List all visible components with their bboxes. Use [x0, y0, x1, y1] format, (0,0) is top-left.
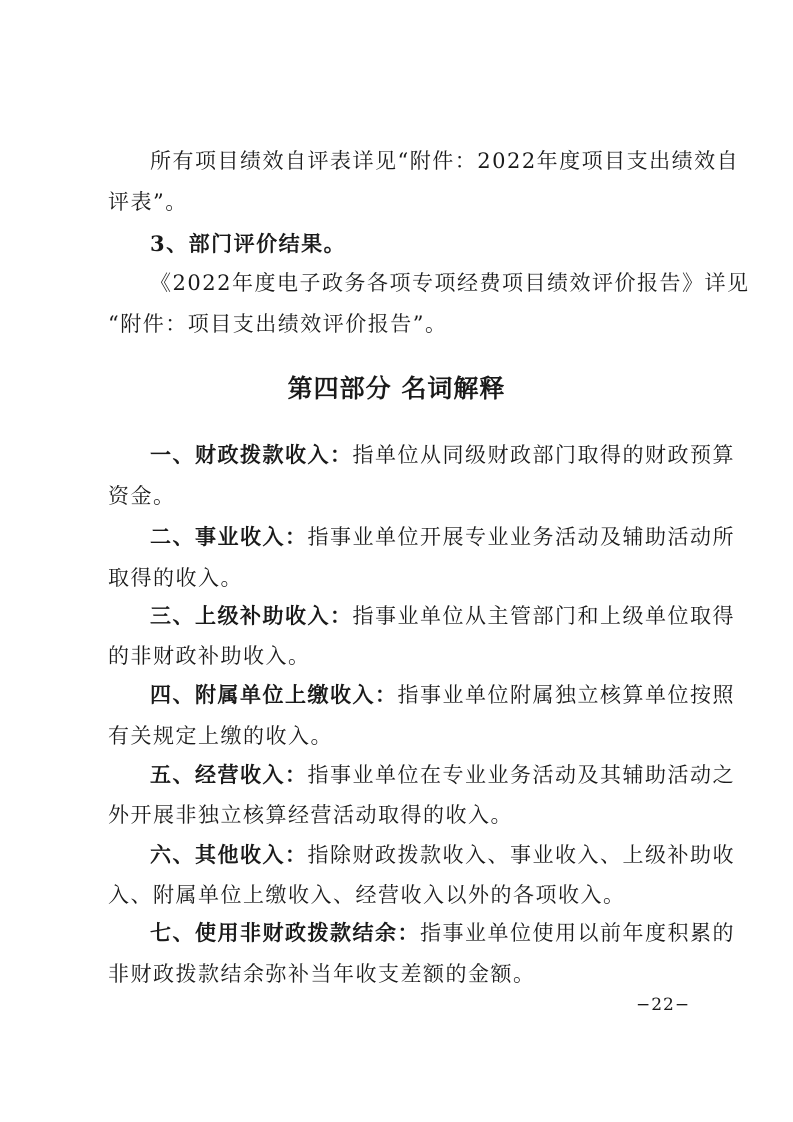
definition-term: 六、其他收入： — [150, 842, 308, 867]
definition-line — [150, 522, 735, 552]
definition-term: 二、事业收入： — [150, 524, 308, 549]
definition-text: 指单位从同级财政部门取得的财政预算 — [352, 443, 735, 467]
definition-line: 取得的收入。 — [108, 566, 243, 590]
definition-line — [150, 918, 735, 948]
definition-line — [150, 840, 735, 870]
definition-line — [150, 440, 735, 470]
definition-text: 指除财政拨款收入、事业收入、上级补助收 — [307, 843, 735, 867]
page-title: 第四部分 名词解释 — [287, 374, 506, 403]
definition-text: 指事业单位在专业业务活动及其辅助活动之 — [307, 763, 735, 787]
definition-text: 指事业单位从主管部门和上级单位取得 — [352, 604, 735, 628]
definition-line — [150, 601, 735, 631]
definition-line — [150, 760, 735, 790]
definition-term: 七、使用非财政拨款结余： — [150, 920, 420, 945]
definition-line: 入、附属单位上缴收入、经营收入以外的各项收入。 — [108, 883, 626, 907]
definition-text: 指事业单位开展专业业务活动及辅助活动所 — [307, 525, 735, 549]
intro-paragraph-line: 评表”。 — [108, 190, 188, 214]
definition-line — [150, 680, 735, 710]
section-heading-3: 3、部门评价结果。 — [150, 231, 347, 256]
definition-line: 非财政拨款结余弥补当年收支差额的金额。 — [108, 962, 536, 986]
definition-line: 外开展非独立核算经营活动取得的收入。 — [108, 803, 513, 827]
report-paragraph-line: 《2022年度电子政务各项专项经费项目绩效评价报告》详见 — [150, 271, 750, 295]
definition-text: 指事业单位附属独立核算单位按照 — [397, 683, 735, 707]
definition-text: 指事业单位使用以前年度积累的 — [420, 921, 735, 945]
page-number: −22− — [636, 995, 691, 1015]
definition-term: 五、经营收入： — [150, 762, 308, 787]
report-paragraph-line: “附件：项目支出绩效评价报告”。 — [108, 312, 448, 336]
definition-line: 的非财政补助收入。 — [108, 644, 311, 668]
intro-paragraph-line: 所有项目绩效自评表详见“附件：2022年度项目支出绩效自 — [150, 149, 740, 173]
definition-term: 一、财政拨款收入： — [150, 442, 353, 467]
definition-line: 资金。 — [108, 484, 176, 508]
definition-line: 有关规定上缴的收入。 — [108, 724, 333, 748]
definition-term: 三、上级补助收入： — [150, 603, 353, 628]
definition-term: 四、附属单位上缴收入： — [150, 682, 398, 707]
